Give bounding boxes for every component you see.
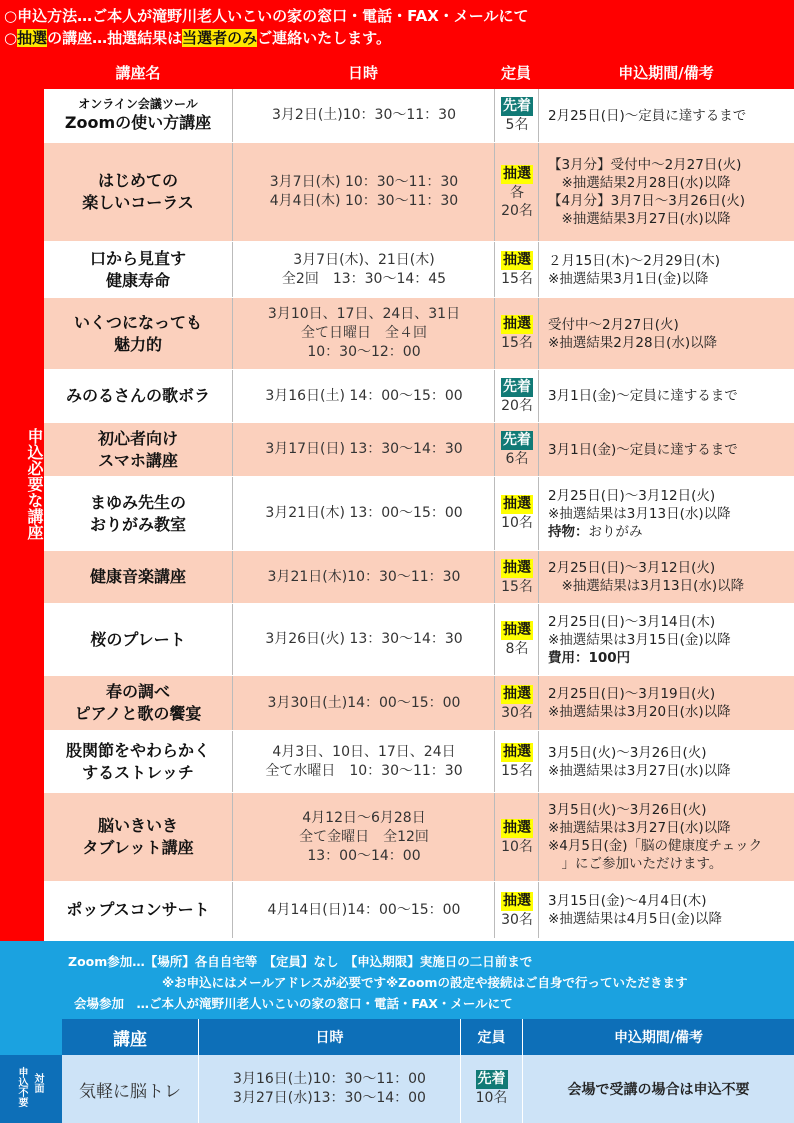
course-capacity: 抽選 15名 [494, 551, 539, 603]
course-application-note: 2月25日(日)〜3月12日(火) ※抽選結果は3月13日(水)以降 [538, 551, 794, 603]
course-capacity: 先着 5名 [494, 89, 539, 142]
header-banner [0, 0, 794, 89]
course-row [44, 731, 794, 793]
bottom-column-header-capacity: 定員 [461, 1019, 523, 1055]
lottery-badge: 抽選 [503, 316, 531, 332]
course-name: 桜のプレート [90, 629, 186, 649]
course-name: 初心者向け スマホ講座 [97, 428, 178, 470]
first-come-badge: 先着 [477, 1071, 506, 1087]
course-row [44, 89, 794, 143]
course-row [44, 604, 794, 676]
course-row [44, 477, 794, 551]
course-name: 脳いきいき タブレット講座 [82, 816, 194, 857]
zoom-venue-section [0, 941, 794, 1123]
lottery-badge: 抽選 [503, 496, 531, 512]
course-datetime: 3月21日(木)10：30〜11：30 [232, 551, 495, 603]
bottom-course-note: 会場で受講の場合は申込不要 [523, 1055, 794, 1123]
course-row [44, 551, 794, 604]
course-extra-info: 費用：100円 [548, 649, 631, 666]
course-datetime: 3月17日(日) 13：30〜14：30 [232, 423, 495, 476]
zoom-requirement-note: ※お申込にはメールアドレスが必要です※Zoomの設定や接続はご自身で行っていただきます [162, 975, 688, 990]
column-header-date: 日時 [347, 64, 378, 82]
course-application-note: 2月25日(日)〜3月12日(火) ※抽選結果は3月13日(水)以降 持物：おりがみ [538, 477, 794, 550]
course-capacity: 抽選 30名 [494, 882, 539, 938]
course-datetime: 3月10日、17日、24日、31日 全て日曜日 全４回 10：30〜12：00 [232, 298, 495, 369]
side-label-bar [0, 89, 44, 941]
side-label-no-application: 申込不要 [16, 1067, 27, 1107]
course-capacity: 先着 6名 [494, 423, 539, 476]
course-name: 健康音楽講座 [89, 567, 186, 586]
course-datetime: 3月21日(木) 13：00〜15：00 [232, 477, 495, 550]
zoom-info-line: Zoom参加…【場所】各自自宅等 【定員】なし 【申込期限】実施日の二日前まで [68, 954, 533, 969]
course-name: 春の調べ ピアノと歌の饗宴 [74, 682, 202, 723]
course-name: はじめての 楽しいコーラス [82, 171, 194, 212]
course-name: まゆみ先生の おりがみ教室 [89, 492, 186, 534]
side-label-text: 申込必要な講座 [25, 428, 44, 540]
course-row [44, 793, 794, 882]
lottery-badge: 抽選 [503, 165, 531, 182]
course-row [44, 882, 794, 939]
course-application-note: 2月25日(日)〜3月19日(火) ※抽選結果は3月20日(水)以降 [538, 676, 794, 730]
course-datetime: 4月3日、10日、17日、24日 全て水曜日 10：30〜11：30 [232, 731, 495, 792]
course-application-note: 3月1日(金)〜定員に達するまで [538, 423, 794, 476]
course-name: オンライン会議ツール Zoomの使い方講座 [64, 97, 212, 132]
course-row [44, 370, 794, 423]
course-datetime: 3月30日(土)14：00〜15：00 [232, 676, 495, 730]
application-method-text: ○申込方法…ご本人が滝野川老人いこいの家の窓口・電話・FAX・メールにて [4, 7, 529, 25]
course-capacity: 抽選 10名 [494, 477, 539, 550]
course-application-note: 2月25日(日)〜3月14日(木) ※抽選結果は3月15日(金)以降 費用：100円 [538, 604, 794, 675]
course-application-note: 3月1日(金)〜定員に達するまで [538, 370, 794, 422]
bottom-column-header-date: 日時 [199, 1019, 461, 1055]
course-application-note: 3月5日(火)〜3月26日(火) ※抽選結果は3月27日(水)以降 ※4月5日(金)「脳の健康度チェック 」にご参加いただけます。 [538, 793, 794, 881]
course-capacity: 先着 20名 [494, 370, 539, 422]
first-come-badge: 先着 [503, 378, 531, 395]
course-name: みのるさんの歌ボラ [65, 386, 210, 405]
course-application-note: 【3月分】受付中〜2月27日(火) ※抽選結果2月28日(水)以降 【4月分】3月7日〜3月26日(火) ※抽選結果3月27日(水)以降 [538, 143, 794, 241]
course-name: ポップスコンサート [66, 900, 210, 919]
lottery-highlight: 抽選 [17, 29, 48, 47]
course-datetime: 3月26日(火) 13：30〜14：30 [232, 604, 495, 675]
course-name: いくつになっても 魅力的 [73, 312, 202, 354]
course-application-note: ２月15日(木)〜2月29日(木) ※抽選結果3月1日(金)以降 [538, 242, 794, 297]
course-name: 口から見直す 健康寿命 [89, 248, 186, 290]
course-row [44, 676, 794, 731]
winners-only-highlight: 当選者のみ [182, 29, 258, 47]
bottom-course-date: 3月16日(土)10：30〜11：00 3月27日(水)13：30〜14：00 [199, 1055, 461, 1123]
course-capacity: 抽選 各 20名 [494, 143, 539, 241]
side-label-in-person: 対面 [32, 1073, 43, 1093]
course-extra-info: 持物：おりがみ [548, 523, 643, 540]
course-datetime: 3月7日(木)、21日(木) 全2回 13：30〜14：45 [232, 242, 495, 297]
bottom-column-header-name: 講座 [62, 1019, 199, 1055]
course-capacity: 抽選 15名 [494, 242, 539, 297]
first-come-badge: 先着 [503, 432, 531, 448]
column-header-capacity: 定員 [500, 64, 531, 82]
course-datetime: 4月12日〜6月28日 全て金曜日 全12回 13：00〜14：00 [232, 793, 495, 881]
course-application-note: 2月25日(日)〜定員に達するまで [538, 89, 794, 142]
lottery-badge: 抽選 [503, 252, 531, 268]
first-come-badge: 先着 [503, 98, 531, 114]
lottery-badge: 抽選 [503, 892, 531, 909]
bottom-column-header-notes: 申込期間/備考 [523, 1019, 794, 1055]
course-application-note: 3月15日(金)〜4月4日(木) ※抽選結果は4月5日(金)以降 [538, 882, 794, 938]
lottery-notice-text: ○抽選の講座…抽選結果は当選者のみご連絡いたします。 [4, 29, 391, 47]
column-header-name: 講座名 [115, 64, 161, 82]
lottery-badge: 抽選 [503, 744, 531, 760]
lottery-badge: 抽選 [503, 685, 531, 702]
course-row [44, 423, 794, 477]
course-row [44, 242, 794, 298]
course-capacity: 抽選 15名 [494, 731, 539, 792]
course-name: 股関節をやわらかく するストレッチ [65, 740, 210, 782]
course-datetime: 4月14日(日)14：00〜15：00 [232, 882, 495, 938]
course-capacity: 抽選 15名 [494, 298, 539, 369]
course-datetime: 3月2日(土)10：30〜11：30 [232, 89, 495, 142]
course-datetime: 3月7日(木) 10：30〜11：30 4月4日(木) 10：30〜11：30 [232, 143, 495, 241]
venue-info-line: 会場参加 …ご本人が滝野川老人いこいの家の窓口・電話・FAX・メールにて [74, 996, 513, 1011]
lottery-badge: 抽選 [503, 622, 531, 638]
lottery-badge: 抽選 [503, 559, 531, 576]
course-application-note: 3月5日(火)〜3月26日(火) ※抽選結果は3月27日(水)以降 [538, 731, 794, 792]
course-name-subtitle: オンライン会議ツール [78, 97, 198, 111]
course-capacity: 抽選 10名 [494, 793, 539, 881]
bottom-course-capacity: 先着 10名 [461, 1055, 523, 1123]
course-capacity: 抽選 8名 [494, 604, 539, 675]
course-row [44, 298, 794, 370]
course-datetime: 3月16日(土) 14：00〜15：00 [232, 370, 495, 422]
no-application-side-label [0, 1055, 62, 1123]
course-capacity: 抽選 30名 [494, 676, 539, 730]
course-row [44, 143, 794, 242]
lottery-badge: 抽選 [503, 819, 531, 836]
bottom-course-name: 気軽に脳トレ [62, 1055, 199, 1123]
column-header-notes: 申込期間/備考 [618, 64, 714, 82]
course-application-note: 受付中〜2月27日(火) ※抽選結果2月28日(水)以降 [538, 298, 794, 369]
